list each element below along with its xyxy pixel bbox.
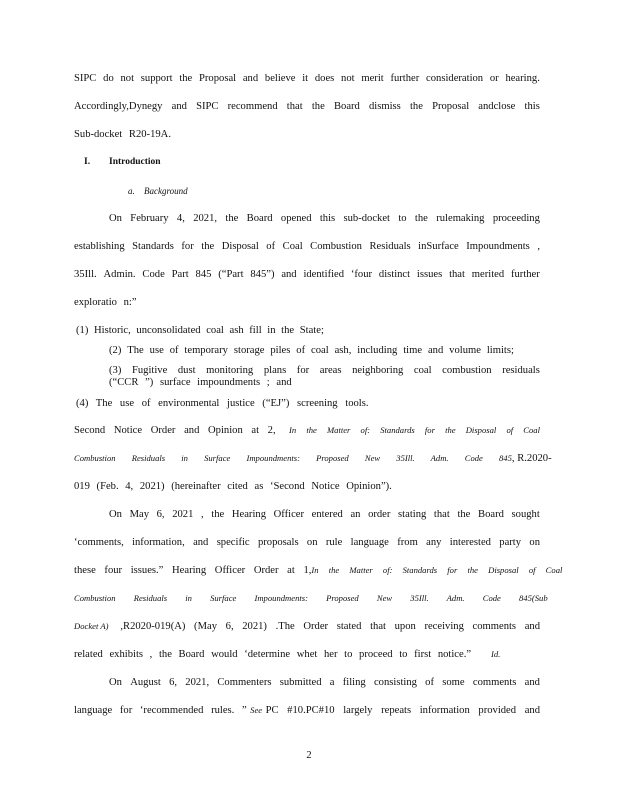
word: this bbox=[524, 101, 540, 112]
text-segment: PC #10.PC#10 largely repeats information provided and bbox=[265, 705, 540, 716]
text-segment: these four issues.” Hearing Officer Order at 1, bbox=[74, 565, 312, 576]
text-line: Sub-docket R20-19A. bbox=[74, 129, 171, 140]
word: Admin. bbox=[103, 269, 136, 280]
word: distinct bbox=[378, 269, 411, 280]
text-line bbox=[74, 620, 540, 633]
citation-signal: See bbox=[250, 705, 263, 715]
word: coal bbox=[311, 345, 329, 356]
word: the bbox=[179, 73, 193, 84]
word: the bbox=[201, 241, 215, 252]
word: residuals bbox=[502, 365, 540, 376]
word: not bbox=[120, 73, 135, 84]
word: order bbox=[368, 509, 391, 520]
word: consideration bbox=[426, 73, 484, 84]
word: support bbox=[140, 73, 173, 84]
text-line bbox=[74, 100, 540, 113]
word: any bbox=[426, 537, 442, 548]
word: 4, bbox=[176, 213, 185, 224]
word: ‘comments, bbox=[74, 537, 124, 548]
word: Proposal bbox=[432, 101, 470, 112]
word: language bbox=[350, 537, 389, 548]
word: interested bbox=[449, 537, 491, 548]
text-line bbox=[74, 268, 540, 281]
section-heading bbox=[84, 157, 161, 167]
word: 845”) bbox=[250, 269, 275, 280]
word: ‘four bbox=[350, 269, 373, 280]
word: party bbox=[499, 537, 522, 548]
list-item: (4) The use of environmental justice (“EJ”) screening tools. bbox=[76, 398, 369, 409]
word: some bbox=[442, 677, 465, 688]
text-line bbox=[74, 564, 563, 577]
subsection-letter: a. bbox=[128, 186, 135, 196]
citation-text: , R.2020- bbox=[511, 453, 552, 464]
word: on bbox=[529, 537, 540, 548]
word: for bbox=[181, 241, 194, 252]
word: ash, bbox=[334, 345, 352, 356]
word: proceeding bbox=[492, 213, 540, 224]
word: 35Ill. bbox=[74, 269, 97, 280]
word: the bbox=[414, 213, 428, 224]
word: monitoring bbox=[206, 365, 254, 376]
word: Part bbox=[171, 269, 189, 280]
word: piles bbox=[270, 345, 291, 356]
text-segment: language for ‘recommended rules. ” bbox=[74, 705, 247, 716]
citation-id: Id. bbox=[491, 649, 501, 659]
citation-line: 019 (Feb. 4, 2021) (hereinafter cited as ‘Second Notice Opinion”). bbox=[74, 481, 392, 492]
text-line bbox=[109, 508, 540, 521]
word: that bbox=[449, 269, 465, 280]
word: 2021 bbox=[172, 509, 194, 520]
word: recommend bbox=[227, 101, 278, 112]
word: time bbox=[403, 345, 423, 356]
word: and bbox=[242, 73, 259, 84]
word: the bbox=[409, 101, 423, 112]
word: SIPC bbox=[196, 101, 219, 112]
word: combustion bbox=[442, 365, 492, 376]
text-line bbox=[109, 676, 540, 689]
word: Board bbox=[478, 509, 504, 520]
word: and bbox=[281, 269, 297, 280]
word: comments bbox=[472, 677, 517, 688]
text-segment: ,R2020-019(A) (May 6, 2021) .The Order stated that upon receiving comments and bbox=[120, 621, 540, 632]
citation-case-title: Combustion Residuals in Surface Impoundments: Proposed New 35Ill. Adm. Code 845 bbox=[74, 453, 512, 463]
word: plans bbox=[263, 365, 287, 376]
word: Combustion bbox=[310, 241, 362, 252]
word: dust bbox=[177, 365, 196, 376]
word: rulemaking bbox=[436, 213, 485, 224]
citation-case-title: In the Matter of: Standards for the Disposal of Coal bbox=[311, 565, 563, 575]
word: to bbox=[398, 213, 407, 224]
word: an bbox=[350, 509, 361, 520]
word: storage bbox=[233, 345, 265, 356]
word: for bbox=[296, 365, 310, 376]
list-item: (“CCR ”) surface impoundments ; and bbox=[109, 377, 292, 388]
word: further bbox=[510, 269, 540, 280]
section-number: I. bbox=[84, 157, 91, 167]
word: proposals bbox=[257, 537, 299, 548]
word: Standards bbox=[132, 241, 174, 252]
word: Residuals bbox=[369, 241, 411, 252]
word: stating bbox=[398, 509, 427, 520]
text-line bbox=[74, 648, 540, 661]
word: Code bbox=[142, 269, 165, 280]
word: including bbox=[357, 345, 398, 356]
word: Commenters bbox=[217, 677, 272, 688]
text-segment: related exhibits , the Board would ‘determine whet her to proceed to first notice.” bbox=[74, 649, 472, 660]
word: 6, bbox=[169, 677, 178, 688]
text-line bbox=[74, 592, 548, 605]
word: of bbox=[425, 677, 434, 688]
word: identified bbox=[303, 269, 345, 280]
word: believe bbox=[264, 73, 296, 84]
word: entered bbox=[311, 509, 343, 520]
word: merit bbox=[361, 73, 384, 84]
word: filing bbox=[342, 677, 366, 688]
word: May bbox=[129, 509, 149, 520]
word: 2021, bbox=[185, 677, 210, 688]
word: temporary bbox=[184, 345, 228, 356]
word: of bbox=[296, 345, 306, 356]
word: the bbox=[311, 101, 325, 112]
word: specific bbox=[216, 537, 250, 548]
word: opened bbox=[280, 213, 312, 224]
text-line bbox=[74, 704, 540, 717]
word: , bbox=[537, 241, 540, 252]
word: consisting bbox=[373, 677, 417, 688]
citation-line bbox=[74, 424, 540, 437]
list-item bbox=[109, 344, 514, 357]
subsection-title: Background bbox=[144, 186, 188, 196]
word: sought bbox=[511, 509, 540, 520]
word: dismiss bbox=[369, 101, 401, 112]
word: on bbox=[306, 537, 318, 548]
word: On bbox=[109, 677, 122, 688]
word: 2021, bbox=[193, 213, 218, 224]
word: Coal bbox=[282, 241, 303, 252]
word: issues bbox=[416, 269, 443, 280]
word: Officer bbox=[273, 509, 305, 520]
word: that bbox=[433, 509, 450, 520]
word: the bbox=[225, 213, 239, 224]
word: submitted bbox=[279, 677, 322, 688]
page-number: 2 bbox=[306, 750, 312, 761]
word: and bbox=[193, 537, 209, 548]
word: Board bbox=[333, 101, 360, 112]
word: andclose bbox=[478, 101, 516, 112]
word: and bbox=[171, 101, 187, 112]
word: use bbox=[149, 345, 164, 356]
word: from bbox=[397, 537, 418, 548]
word: coal bbox=[413, 365, 432, 376]
subsection-heading bbox=[128, 186, 188, 196]
word: (2) bbox=[109, 345, 122, 356]
word: August bbox=[130, 677, 161, 688]
word: a bbox=[329, 677, 335, 688]
word: areas bbox=[319, 365, 342, 376]
citation-case-title: Combustion Residuals in Surface Impoundments: Proposed New 35Ill. Adm. Code 845(Sub bbox=[74, 593, 548, 603]
word: of bbox=[169, 345, 179, 356]
word: or bbox=[489, 73, 499, 84]
citation-case-title: Docket A) bbox=[74, 621, 109, 631]
word: it bbox=[302, 73, 309, 84]
word: Accordingly,Dynegy bbox=[74, 101, 163, 112]
word: and bbox=[524, 677, 540, 688]
word: neighboring bbox=[352, 365, 404, 376]
word: establishing bbox=[74, 241, 125, 252]
citation-case-title: In the Matter of: Standards for the Disposal of Coal bbox=[289, 425, 540, 435]
word: Hearing bbox=[231, 509, 266, 520]
word: 6, bbox=[156, 509, 165, 520]
word: February bbox=[130, 213, 169, 224]
word: SIPC bbox=[74, 73, 97, 84]
word: The bbox=[127, 345, 144, 356]
citation-line bbox=[74, 452, 552, 465]
word: sub-docket bbox=[343, 213, 390, 224]
word: (“Part bbox=[218, 269, 244, 280]
word: volume bbox=[449, 345, 481, 356]
word: , bbox=[201, 509, 204, 520]
word: inSurface bbox=[418, 241, 459, 252]
text-line: exploratio n:” bbox=[74, 297, 137, 308]
word: Proposal bbox=[199, 73, 237, 84]
word: this bbox=[319, 213, 336, 224]
word: that bbox=[286, 101, 303, 112]
list-item: (1) Historic, unconsolidated coal ash fill in the State; bbox=[76, 325, 324, 336]
text-line bbox=[74, 72, 540, 85]
word: information, bbox=[132, 537, 185, 548]
word: On bbox=[109, 213, 122, 224]
word: the bbox=[457, 509, 471, 520]
word: of bbox=[266, 241, 276, 252]
word: Fugitive bbox=[131, 365, 168, 376]
word: hearing. bbox=[505, 73, 540, 84]
word: Impoundments bbox=[466, 241, 530, 252]
text-line bbox=[74, 240, 540, 253]
word: On bbox=[109, 509, 122, 520]
word: do bbox=[103, 73, 114, 84]
word: (3) bbox=[109, 365, 122, 376]
section-title: Introduction bbox=[109, 157, 161, 167]
text-line bbox=[74, 536, 540, 549]
word: the bbox=[211, 509, 225, 520]
word: further bbox=[390, 73, 420, 84]
word: merited bbox=[471, 269, 505, 280]
word: not bbox=[341, 73, 355, 84]
word: and bbox=[427, 345, 444, 356]
citation-text: Second Notice Order and Opinion at 2, bbox=[74, 425, 276, 436]
word: Disposal bbox=[221, 241, 259, 252]
text-line bbox=[109, 212, 540, 225]
word: 845 bbox=[195, 269, 212, 280]
word: does bbox=[314, 73, 335, 84]
word: Board bbox=[246, 213, 273, 224]
word: limits; bbox=[486, 345, 514, 356]
word: rule bbox=[325, 537, 343, 548]
